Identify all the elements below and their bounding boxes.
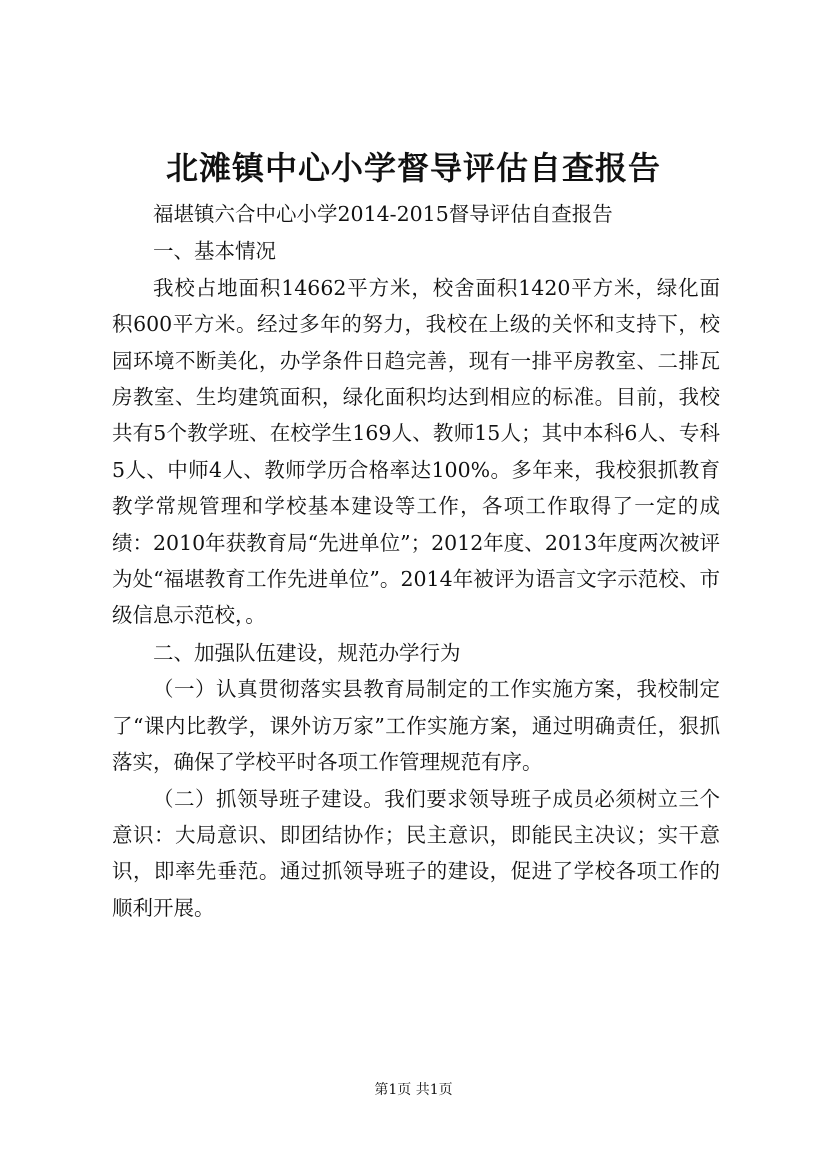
section-heading-basic-info: 一、基本情况 <box>153 239 276 264</box>
document-title: 北滩镇中心小学督导评估自查报告 <box>165 149 661 187</box>
page-number-footer: 第1页 共1页 <box>374 1082 453 1098</box>
paragraph-basic-info: 我校占地面积14662平方米，校舍面积1420平方米，绿化面积600平方米。经过多年的努力，我校在上级的关怀和支持下，校园环境不断美化，办学条件日趋完善，现有一排平房教室、二排瓦房教室、生均建筑面积，绿化面积均达到相应的标准。目前，我校共有5个教学班、在校学生169人、教师15人；其中本科6人、专科5人、中师4人、教师学历合格率达100%。多年来，我校狠抓教育教学常规管理和学校基本建设等工作，各项工作取得了一定的成绩：2010年获教育局“先进单位”；2012年度、2013年度两次被评为处“福堪教育工作先进单位”。2014年被评为语言文字示范校、市级信息示范校，。 <box>112 275 720 628</box>
document-subtitle: 福堪镇六合中心小学2014-2015督导评估自查报告 <box>153 202 613 226</box>
paragraph-implementation-plan: （一）认真贯彻落实县教育局制定的工作实施方案，我校制定了“课内比教学，课外访万家”工作实施方案，通过明确责任，狠抓落实，确保了学校平时各项工作管理规范有序。 <box>112 677 720 775</box>
paragraph-leadership-building: （二）抓领导班子建设。我们要求领导班子成员必须树立三个意识：大局意识、即团结协作；民主意识，即能民主决议；实干意识，即率先垂范。通过抓领导班子的建设，促进了学校各项工作的顺利开展。 <box>112 786 720 920</box>
section-heading-team-building: 二、加强队伍建设，规范办学行为 <box>153 640 461 665</box>
document-body <box>112 196 720 926</box>
